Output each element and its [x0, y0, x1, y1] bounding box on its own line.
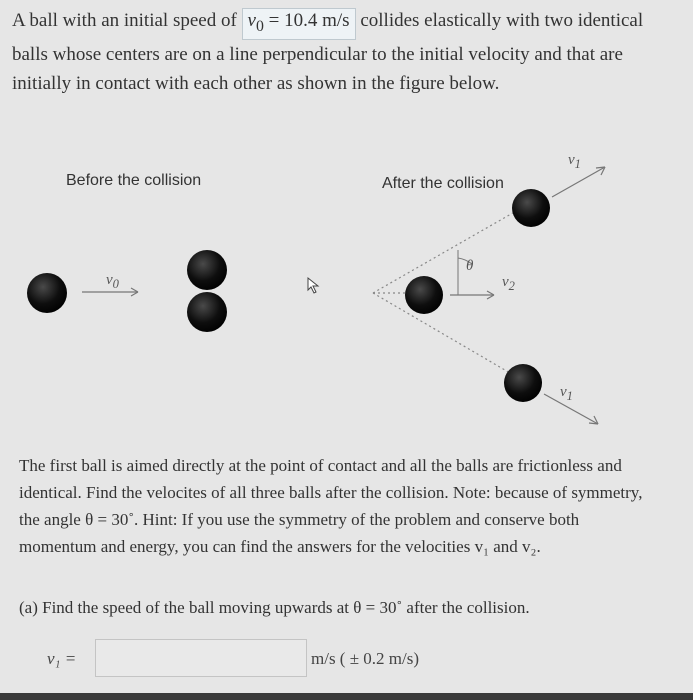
part-a-question: (a) Find the speed of the ball moving upwards at θ = 30˚ after the collision.	[19, 598, 530, 617]
lower-v1-figure-label: $v_1$	[560, 384, 573, 403]
lower-ball-after	[504, 364, 542, 402]
v2-figure-label: $v_2$	[502, 274, 515, 293]
v0-value: = 10.4 m/s	[263, 10, 350, 31]
initial-speed-value-box	[242, 8, 356, 40]
theta-figure-label: θ	[466, 258, 474, 274]
bottom-divider	[0, 693, 693, 700]
before-collision-label: Before the collision	[66, 172, 202, 189]
target-ball-bottom	[187, 292, 227, 332]
problem-description: The first ball is aimed directly at the point of contact and all the balls are frictionless and identical. Find the velocites of all three balls after the collision. Note: because of symmetry, the angle θ = 30˚. Hint: If you use the symmetry of the problem and conserve both momentum and energy, you can find the answers for the velocities v₁ and v₂.	[19, 456, 643, 556]
first-ball-after	[405, 276, 443, 314]
answer-label: v₁ =	[47, 649, 77, 668]
problem-intro	[12, 6, 672, 98]
lower-dashed-line	[373, 293, 522, 380]
upper-ball-after	[512, 189, 550, 227]
answer-row	[47, 639, 547, 681]
answer-units: m/s ( ± 0.2 m/s)	[311, 649, 420, 668]
v0-figure-label: $v_0$	[106, 272, 119, 291]
figure-drawing	[0, 140, 693, 440]
after-collision-label: After the collision	[382, 175, 504, 192]
intro-text-start: A ball with an initial speed of	[12, 10, 237, 31]
upper-v1-figure-label: $v_1$	[568, 152, 581, 171]
v0-symbol: v	[247, 10, 256, 31]
v0-subscript: 0	[255, 17, 264, 35]
mouse-cursor-icon	[308, 278, 318, 293]
v1-answer-input[interactable]	[95, 639, 307, 677]
collision-figure	[0, 140, 693, 440]
target-ball-top	[187, 250, 227, 290]
intro-text-end: collides elastically with two identical balls whose centers are on a line perpendicular to the initial velocity and that are initially in contact with each other as shown in the figure below.	[12, 10, 644, 94]
incoming-ball	[27, 273, 67, 313]
